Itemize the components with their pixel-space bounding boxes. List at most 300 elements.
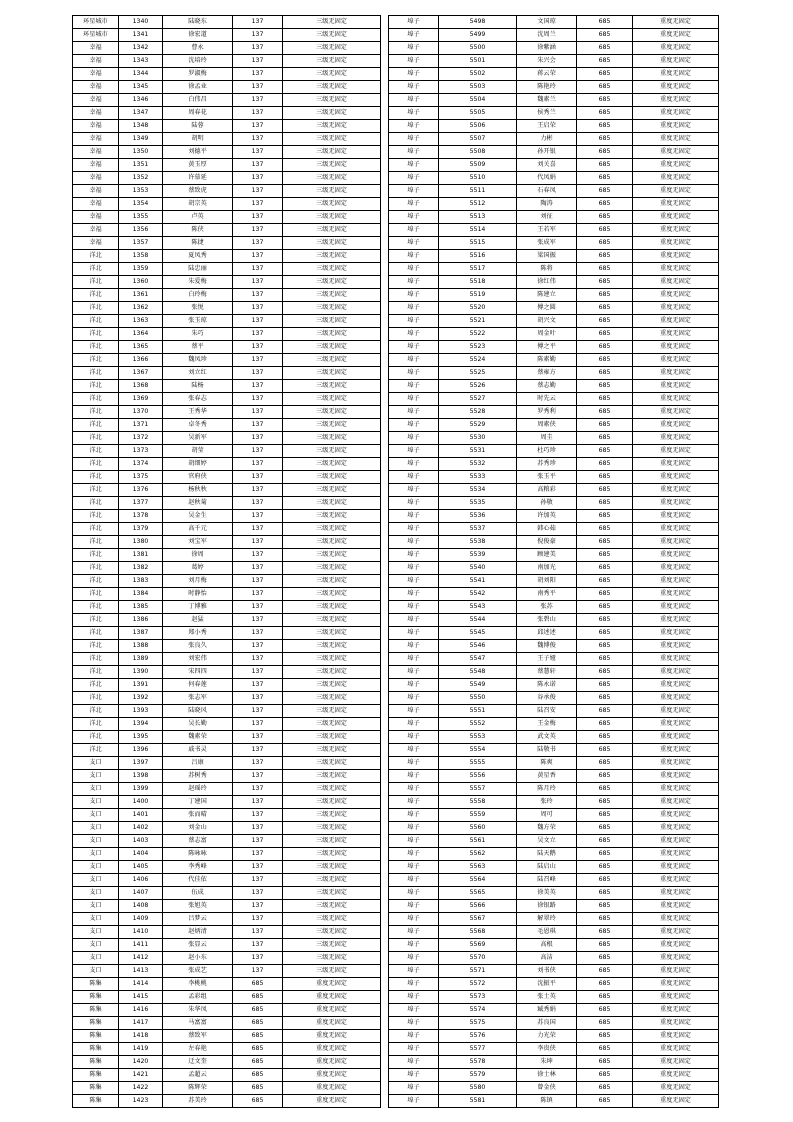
- area-cell: 埠子: [389, 289, 439, 302]
- area-cell: 埠子: [389, 42, 439, 55]
- serial-cell: 1342: [119, 42, 163, 55]
- serial-cell: 1414: [119, 978, 163, 991]
- category-cell: 三级无固定: [283, 614, 381, 627]
- category-cell: 三级无固定: [283, 835, 381, 848]
- table-row: [389, 263, 719, 276]
- category-cell: 重度无固定: [633, 926, 719, 939]
- name-cell: 张苏: [517, 601, 577, 614]
- serial-cell: 5521: [439, 315, 517, 328]
- amount-cell: 137: [233, 588, 283, 601]
- name-cell: 刘关喜: [517, 159, 577, 172]
- table-row: [389, 497, 719, 510]
- name-cell: 倪俊豪: [517, 536, 577, 549]
- serial-cell: 5571: [439, 965, 517, 978]
- area-cell: 埠子: [389, 419, 439, 432]
- amount-cell: 137: [233, 627, 283, 640]
- amount-cell: 685: [577, 94, 633, 107]
- area-cell: 埠子: [389, 497, 439, 510]
- name-cell: 周春花: [163, 107, 233, 120]
- serial-cell: 5540: [439, 562, 517, 575]
- table-row: [389, 146, 719, 159]
- name-cell: 王若军: [517, 224, 577, 237]
- table-row: [73, 978, 381, 991]
- category-cell: 三级无固定: [283, 237, 381, 250]
- category-cell: 重度无固定: [633, 913, 719, 926]
- name-cell: 蔡志勤: [517, 380, 577, 393]
- amount-cell: 685: [577, 965, 633, 978]
- name-cell: 陆晓风: [163, 705, 233, 718]
- serial-cell: 1365: [119, 341, 163, 354]
- amount-cell: 137: [233, 939, 283, 952]
- table-row: [73, 471, 381, 484]
- amount-cell: 685: [577, 120, 633, 133]
- name-cell: 胡兴文: [517, 315, 577, 328]
- amount-cell: 137: [233, 497, 283, 510]
- area-cell: 洋北: [73, 666, 119, 679]
- amount-cell: 137: [233, 263, 283, 276]
- serial-cell: 5519: [439, 289, 517, 302]
- serial-cell: 1366: [119, 354, 163, 367]
- table-row: [73, 549, 381, 562]
- table-row: [73, 341, 381, 354]
- name-cell: 丁博雅: [163, 601, 233, 614]
- serial-cell: 5564: [439, 874, 517, 887]
- area-cell: 洋北: [73, 705, 119, 718]
- name-cell: 陈咏咏: [163, 848, 233, 861]
- name-cell: 徐银路: [517, 900, 577, 913]
- category-cell: 重度无固定: [283, 1082, 381, 1095]
- category-cell: 重度无固定: [633, 367, 719, 380]
- area-cell: 埠子: [389, 198, 439, 211]
- serial-cell: 1410: [119, 926, 163, 939]
- category-cell: 三级无固定: [283, 861, 381, 874]
- amount-cell: 137: [233, 874, 283, 887]
- name-cell: 胡莹: [163, 445, 233, 458]
- name-cell: 周素侠: [517, 419, 577, 432]
- amount-cell: 137: [233, 952, 283, 965]
- name-cell: 刘金山: [163, 822, 233, 835]
- area-cell: 洋北: [73, 315, 119, 328]
- name-cell: 邱述述: [517, 627, 577, 640]
- name-cell: 吴金生: [163, 510, 233, 523]
- amount-cell: 685: [577, 952, 633, 965]
- area-cell: 支口: [73, 887, 119, 900]
- amount-cell: 137: [233, 120, 283, 133]
- area-cell: 埠子: [389, 991, 439, 1004]
- category-cell: 三级无固定: [283, 263, 381, 276]
- category-cell: 重度无固定: [283, 1004, 381, 1017]
- amount-cell: 685: [577, 315, 633, 328]
- table-row: [73, 250, 381, 263]
- category-cell: 重度无固定: [633, 263, 719, 276]
- name-cell: 刘德平: [163, 146, 233, 159]
- category-cell: 重度无固定: [633, 185, 719, 198]
- amount-cell: 137: [233, 510, 283, 523]
- name-cell: 代凤娟: [517, 172, 577, 185]
- amount-cell: 685: [577, 341, 633, 354]
- amount-cell: 685: [577, 224, 633, 237]
- table-row: [389, 926, 719, 939]
- amount-cell: 137: [233, 328, 283, 341]
- serial-cell: 1359: [119, 263, 163, 276]
- area-cell: 埠子: [389, 237, 439, 250]
- table-row: [389, 900, 719, 913]
- name-cell: 代佳依: [163, 874, 233, 887]
- amount-cell: 137: [233, 965, 283, 978]
- amount-cell: 685: [577, 614, 633, 627]
- table-row: [389, 367, 719, 380]
- amount-cell: 137: [233, 809, 283, 822]
- area-cell: 幸福: [73, 159, 119, 172]
- area-cell: 埠子: [389, 588, 439, 601]
- table-row: [73, 354, 381, 367]
- amount-cell: 685: [577, 692, 633, 705]
- amount-cell: 685: [577, 536, 633, 549]
- serial-cell: 5506: [439, 120, 517, 133]
- category-cell: 重度无固定: [633, 1082, 719, 1095]
- serial-cell: 1370: [119, 406, 163, 419]
- category-cell: 重度无固定: [633, 822, 719, 835]
- table-row: [389, 627, 719, 640]
- category-cell: 重度无固定: [633, 211, 719, 224]
- table-row: [389, 237, 719, 250]
- area-cell: 支口: [73, 770, 119, 783]
- name-cell: 曹永: [163, 42, 233, 55]
- amount-cell: 137: [233, 133, 283, 146]
- table-row: [73, 120, 381, 133]
- area-cell: 埠子: [389, 328, 439, 341]
- name-cell: 罗秀利: [517, 406, 577, 419]
- amount-cell: 137: [233, 172, 283, 185]
- amount-cell: 685: [577, 549, 633, 562]
- name-cell: 李秀峰: [163, 861, 233, 874]
- table-row: [73, 81, 381, 94]
- category-cell: 三级无固定: [283, 380, 381, 393]
- amount-cell: 137: [233, 432, 283, 445]
- category-cell: 三级无固定: [283, 744, 381, 757]
- name-cell: 周可: [517, 809, 577, 822]
- name-cell: 张玉平: [517, 471, 577, 484]
- table-row: [73, 965, 381, 978]
- category-cell: 重度无固定: [633, 1004, 719, 1017]
- serial-cell: 1413: [119, 965, 163, 978]
- table-row: [73, 419, 381, 432]
- amount-cell: 137: [233, 393, 283, 406]
- category-cell: 三级无固定: [283, 159, 381, 172]
- name-cell: 伍成: [163, 887, 233, 900]
- table-row: [73, 1095, 381, 1108]
- name-cell: 力光荣: [517, 1030, 577, 1043]
- area-cell: 洋北: [73, 744, 119, 757]
- category-cell: 三级无固定: [283, 692, 381, 705]
- amount-cell: 685: [577, 107, 633, 120]
- category-cell: 三级无固定: [283, 133, 381, 146]
- category-cell: 三级无固定: [283, 107, 381, 120]
- serial-cell: 5537: [439, 523, 517, 536]
- area-cell: 埠子: [389, 120, 439, 133]
- serial-cell: 1343: [119, 55, 163, 68]
- table-row: [389, 783, 719, 796]
- table-row: [389, 614, 719, 627]
- area-cell: 洋北: [73, 471, 119, 484]
- name-cell: 徐紫涵: [517, 42, 577, 55]
- table-row: [73, 939, 381, 952]
- category-cell: 三级无固定: [283, 718, 381, 731]
- category-cell: 三级无固定: [283, 55, 381, 68]
- area-cell: 洋北: [73, 276, 119, 289]
- name-cell: 王子娅: [517, 653, 577, 666]
- category-cell: 重度无固定: [633, 328, 719, 341]
- name-cell: 沈培玲: [163, 55, 233, 68]
- amount-cell: 685: [233, 1043, 283, 1056]
- table-row: [73, 94, 381, 107]
- area-cell: 埠子: [389, 55, 439, 68]
- area-cell: 埠子: [389, 744, 439, 757]
- amount-cell: 685: [577, 185, 633, 198]
- serial-cell: 1402: [119, 822, 163, 835]
- category-cell: 三级无固定: [283, 250, 381, 263]
- serial-cell: 5551: [439, 705, 517, 718]
- name-cell: 陈侠: [163, 224, 233, 237]
- name-cell: 迂文奎: [163, 1056, 233, 1069]
- amount-cell: 685: [577, 1004, 633, 1017]
- name-cell: 臧秀娟: [517, 1004, 577, 1017]
- name-cell: 孙敬: [517, 497, 577, 510]
- category-cell: 重度无固定: [633, 692, 719, 705]
- name-cell: 韩心茹: [517, 523, 577, 536]
- amount-cell: 137: [233, 211, 283, 224]
- area-cell: 埠子: [389, 29, 439, 42]
- area-cell: 幸福: [73, 120, 119, 133]
- category-cell: 三级无固定: [283, 471, 381, 484]
- category-cell: 三级无固定: [283, 939, 381, 952]
- serial-cell: 1345: [119, 81, 163, 94]
- amount-cell: 685: [577, 146, 633, 159]
- table-row: [389, 939, 719, 952]
- category-cell: 重度无固定: [633, 874, 719, 887]
- amount-cell: 685: [577, 757, 633, 770]
- category-cell: 重度无固定: [633, 1069, 719, 1082]
- area-cell: 支口: [73, 822, 119, 835]
- name-cell: 张良久: [163, 640, 233, 653]
- serial-cell: 5581: [439, 1095, 517, 1108]
- area-cell: 埠子: [389, 536, 439, 549]
- area-cell: 埠子: [389, 575, 439, 588]
- name-cell: 侯秀兰: [517, 107, 577, 120]
- table-row: [389, 562, 719, 575]
- name-cell: 魏方荣: [517, 822, 577, 835]
- table-row: [389, 120, 719, 133]
- serial-cell: 5538: [439, 536, 517, 549]
- name-cell: 徐宏道: [163, 29, 233, 42]
- name-cell: 刘宝军: [163, 536, 233, 549]
- serial-cell: 1350: [119, 146, 163, 159]
- amount-cell: 685: [577, 289, 633, 302]
- amount-cell: 685: [577, 211, 633, 224]
- category-cell: 重度无固定: [633, 861, 719, 874]
- name-cell: 傅之圆: [517, 302, 577, 315]
- serial-cell: 1419: [119, 1043, 163, 1056]
- category-cell: 重度无固定: [633, 419, 719, 432]
- area-cell: 埠子: [389, 666, 439, 679]
- amount-cell: 137: [233, 705, 283, 718]
- name-cell: 黄玉厚: [163, 159, 233, 172]
- serial-cell: 5536: [439, 510, 517, 523]
- table-row: [73, 172, 381, 185]
- table-row: [73, 458, 381, 471]
- amount-cell: 685: [577, 926, 633, 939]
- category-cell: 重度无固定: [633, 783, 719, 796]
- serial-cell: 5525: [439, 367, 517, 380]
- amount-cell: 685: [577, 458, 633, 471]
- amount-cell: 137: [233, 744, 283, 757]
- serial-cell: 5541: [439, 575, 517, 588]
- name-cell: 李桃桃: [163, 978, 233, 991]
- area-cell: 洋北: [73, 536, 119, 549]
- name-cell: 吴新军: [163, 432, 233, 445]
- name-cell: 吴文立: [517, 835, 577, 848]
- category-cell: 三级无固定: [283, 705, 381, 718]
- table-row: [389, 94, 719, 107]
- amount-cell: 685: [577, 796, 633, 809]
- amount-cell: 137: [233, 653, 283, 666]
- area-cell: 洋北: [73, 406, 119, 419]
- amount-cell: 685: [577, 1017, 633, 1030]
- amount-cell: 137: [233, 731, 283, 744]
- category-cell: 三级无固定: [283, 302, 381, 315]
- category-cell: 重度无固定: [633, 445, 719, 458]
- area-cell: 洋北: [73, 380, 119, 393]
- name-cell: 蔡平: [163, 341, 233, 354]
- table-row: [73, 848, 381, 861]
- category-cell: 三级无固定: [283, 172, 381, 185]
- category-cell: 三级无固定: [283, 783, 381, 796]
- table-row: [73, 68, 381, 81]
- amount-cell: 685: [577, 367, 633, 380]
- table-row: [389, 510, 719, 523]
- serial-cell: 5542: [439, 588, 517, 601]
- name-cell: 赵瑶玲: [163, 783, 233, 796]
- amount-cell: 685: [577, 640, 633, 653]
- category-cell: 重度无固定: [633, 835, 719, 848]
- amount-cell: 137: [233, 887, 283, 900]
- amount-cell: 137: [233, 367, 283, 380]
- name-cell: 刘征: [517, 211, 577, 224]
- category-cell: 三级无固定: [283, 549, 381, 562]
- category-cell: 重度无固定: [283, 1030, 381, 1043]
- name-cell: 高千元: [163, 523, 233, 536]
- category-cell: 重度无固定: [633, 42, 719, 55]
- serial-cell: 1400: [119, 796, 163, 809]
- table-row: [73, 484, 381, 497]
- name-cell: 徐孟业: [163, 81, 233, 94]
- table-row: [73, 276, 381, 289]
- amount-cell: 685: [577, 991, 633, 1004]
- amount-cell: 137: [233, 55, 283, 68]
- area-cell: 埠子: [389, 783, 439, 796]
- table-row: [73, 562, 381, 575]
- name-cell: 白玲梅: [163, 289, 233, 302]
- serial-cell: 1383: [119, 575, 163, 588]
- category-cell: 三级无固定: [283, 562, 381, 575]
- amount-cell: 685: [233, 991, 283, 1004]
- area-cell: 埠子: [389, 510, 439, 523]
- area-cell: 埠子: [389, 1004, 439, 1017]
- table-row: [389, 68, 719, 81]
- serial-cell: 5524: [439, 354, 517, 367]
- amount-cell: 685: [577, 679, 633, 692]
- table-row: [73, 29, 381, 42]
- name-cell: 李贵侠: [517, 1043, 577, 1056]
- table-row: [73, 952, 381, 965]
- area-cell: 埠子: [389, 835, 439, 848]
- category-cell: 三级无固定: [283, 822, 381, 835]
- amount-cell: 685: [577, 1082, 633, 1095]
- area-cell: 埠子: [389, 939, 439, 952]
- area-cell: 埠子: [389, 341, 439, 354]
- right-roster-table: [388, 15, 719, 1108]
- name-cell: 陆敬书: [517, 744, 577, 757]
- category-cell: 重度无固定: [633, 393, 719, 406]
- table-row: [389, 666, 719, 679]
- category-cell: 重度无固定: [633, 978, 719, 991]
- area-cell: 洋北: [73, 640, 119, 653]
- table-row: [73, 302, 381, 315]
- table-row: [73, 1082, 381, 1095]
- name-cell: 杜巧珍: [517, 445, 577, 458]
- category-cell: 重度无固定: [633, 588, 719, 601]
- area-cell: 埠子: [389, 1095, 439, 1108]
- name-cell: 吴长勤: [163, 718, 233, 731]
- table-row: [73, 263, 381, 276]
- serial-cell: 5512: [439, 198, 517, 211]
- name-cell: 陈爽: [517, 757, 577, 770]
- area-cell: 支口: [73, 874, 119, 887]
- amount-cell: 685: [577, 900, 633, 913]
- category-cell: 重度无固定: [283, 1095, 381, 1108]
- serial-cell: 5558: [439, 796, 517, 809]
- serial-cell: 1403: [119, 835, 163, 848]
- amount-cell: 685: [577, 133, 633, 146]
- area-cell: 洋北: [73, 354, 119, 367]
- serial-cell: 5544: [439, 614, 517, 627]
- table-row: [73, 367, 381, 380]
- category-cell: 重度无固定: [633, 302, 719, 315]
- serial-cell: 1368: [119, 380, 163, 393]
- table-row: [389, 198, 719, 211]
- table-row: [389, 991, 719, 1004]
- amount-cell: 685: [577, 835, 633, 848]
- amount-cell: 137: [233, 276, 283, 289]
- table-row: [73, 835, 381, 848]
- name-cell: 丁建国: [163, 796, 233, 809]
- amount-cell: 685: [577, 432, 633, 445]
- table-row: [389, 887, 719, 900]
- name-cell: 张玲: [517, 796, 577, 809]
- name-cell: 孙开银: [517, 146, 577, 159]
- serial-cell: 5578: [439, 1056, 517, 1069]
- category-cell: 重度无固定: [633, 1056, 719, 1069]
- table-row: [73, 770, 381, 783]
- area-cell: 幸福: [73, 68, 119, 81]
- category-cell: 重度无固定: [633, 146, 719, 159]
- area-cell: 埠子: [389, 484, 439, 497]
- name-cell: 陆召安: [517, 705, 577, 718]
- area-cell: 埠子: [389, 172, 439, 185]
- area-cell: 埠子: [389, 705, 439, 718]
- name-cell: 张志军: [163, 692, 233, 705]
- table-row: [389, 1043, 719, 1056]
